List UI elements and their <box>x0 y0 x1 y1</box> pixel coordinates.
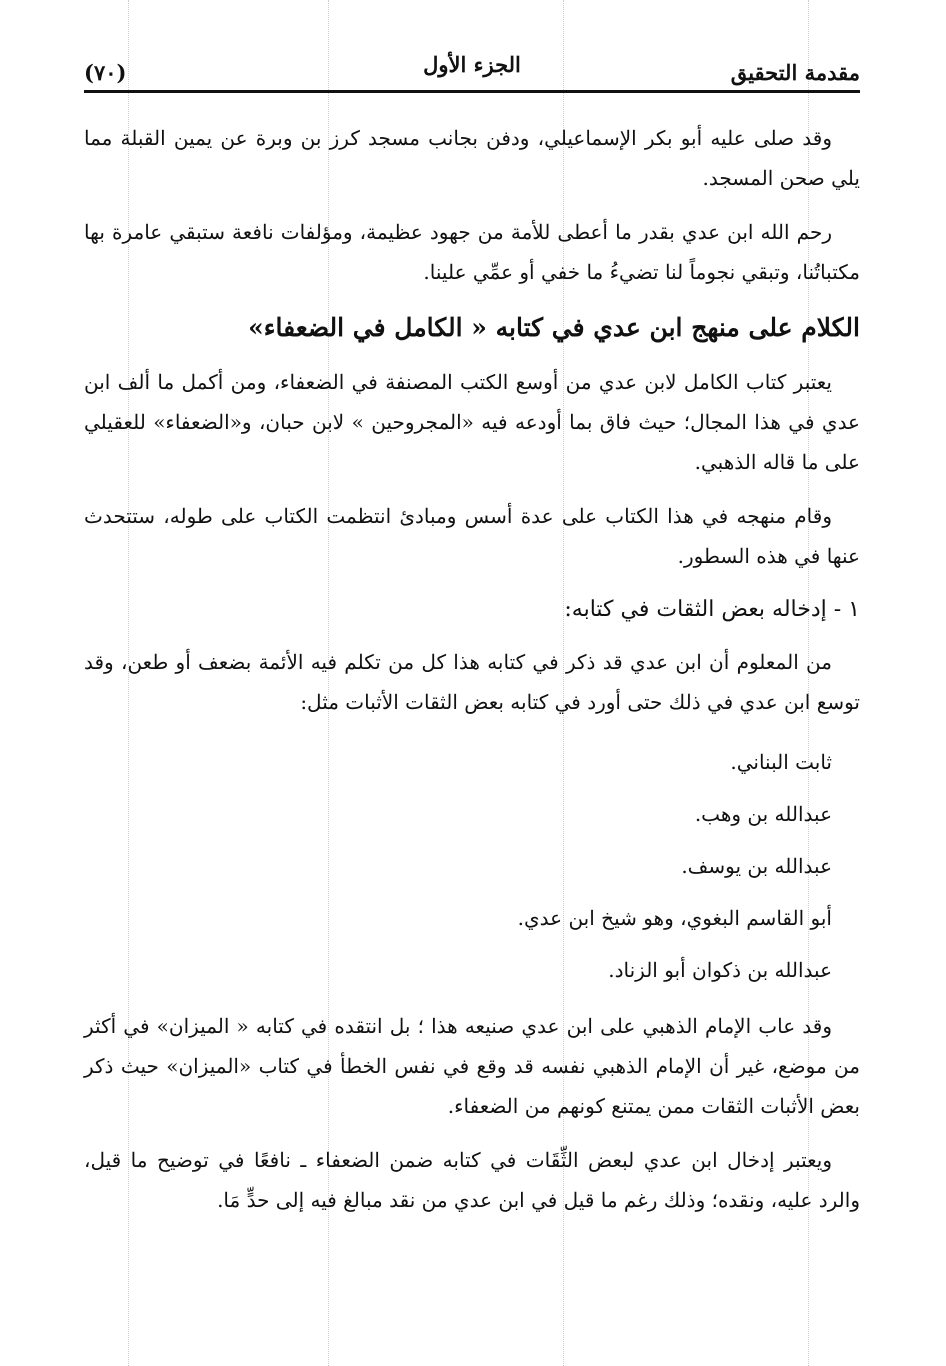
list-item: ثابت البناني. <box>730 750 832 774</box>
volume-title: الجزء الأول <box>423 52 521 77</box>
page-body <box>84 118 860 1234</box>
list-item: عبدالله بن وهب. <box>694 802 832 826</box>
section-title: مقدمة التحقيق <box>730 60 860 85</box>
narrators-list <box>84 736 860 996</box>
page-header <box>84 50 860 90</box>
list-item: عبدالله بن ذكوان أبو الزناد. <box>608 958 832 982</box>
section-heading: الكلام على منهج ابن عدي في كتابه « الكامل في الضعفاء» <box>248 313 860 342</box>
section-paragraph-1: يعتبر كتاب الكامل لابن عدي من أوسع الكتب المصنفة في الضعفاء، ومن أكمل ما ألف ابن عدي في هذا المجال؛ حيث فاق بما أودعه فيه «المجروحين » لابن حبان، و«الضعفاء» للعقيلي على ما قاله الذهبي. <box>84 370 860 474</box>
list-item: أبو القاسم البغوي، وهو شيخ ابن عدي. <box>517 906 832 930</box>
intro-paragraph-2: رحم الله ابن عدي بقدر ما أعطى للأمة من جهود عظيمة، ومؤلفات نافعة ستبقي عامرة بها مكتباتُنا، وتبقي نجوماً لنا تضيءُ ما خفي أو عمِّي علينا. <box>84 220 860 284</box>
section-paragraph-2: وقام منهجه في هذا الكتاب على عدة أسس ومبادئ انتظمت الكتاب على طوله، ستتحدث عنها في هذه السطور. <box>84 504 860 568</box>
intro-paragraph-1: وقد صلى عليه أبو بكر الإسماعيلي، ودفن بجانب مسجد كرز بن وبرة عن يمين القبلة مما يلي صحن المسجد. <box>84 126 860 190</box>
subsection-intro: من المعلوم أن ابن عدي قد ذكر في كتابه هذا كل من تكلم فيه الأئمة بضعف أو طعن، وقد توسع ابن عدي في ذلك حتى أورد في كتابه بعض الثقات الأثبات مثل: <box>84 650 860 714</box>
header-divider <box>84 90 860 93</box>
closing-paragraph-2: ويعتبر إدخال ابن عدي لبعض الثِّقَات في كتابه ضمن الضعفاء ـ نافعًا في توضيح ما قيل، والرد عليه، ونقده؛ وذلك رغم ما قيل في ابن عدي من نقد مبالغ فيه إلى حدٍّ مَا. <box>84 1148 860 1212</box>
page-number: (٧٠) <box>84 60 127 85</box>
subheading: ١ - إدخاله بعض الثقات في كتابه: <box>564 597 860 622</box>
closing-paragraph-1: وقد عاب الإمام الذهبي على ابن عدي صنيعه هذا ؛ بل انتقده في كتابه « الميزان» في أكثر من موضع، غير أن الإمام الذهبي نفسه قد وقع في نفس الخطأ في كتاب «الميزان» حيث ذكر بعض الأثبات الثقات ممن يمتنع كونهم من الضعفاء. <box>84 1014 860 1118</box>
list-item: عبدالله بن يوسف. <box>681 854 832 878</box>
